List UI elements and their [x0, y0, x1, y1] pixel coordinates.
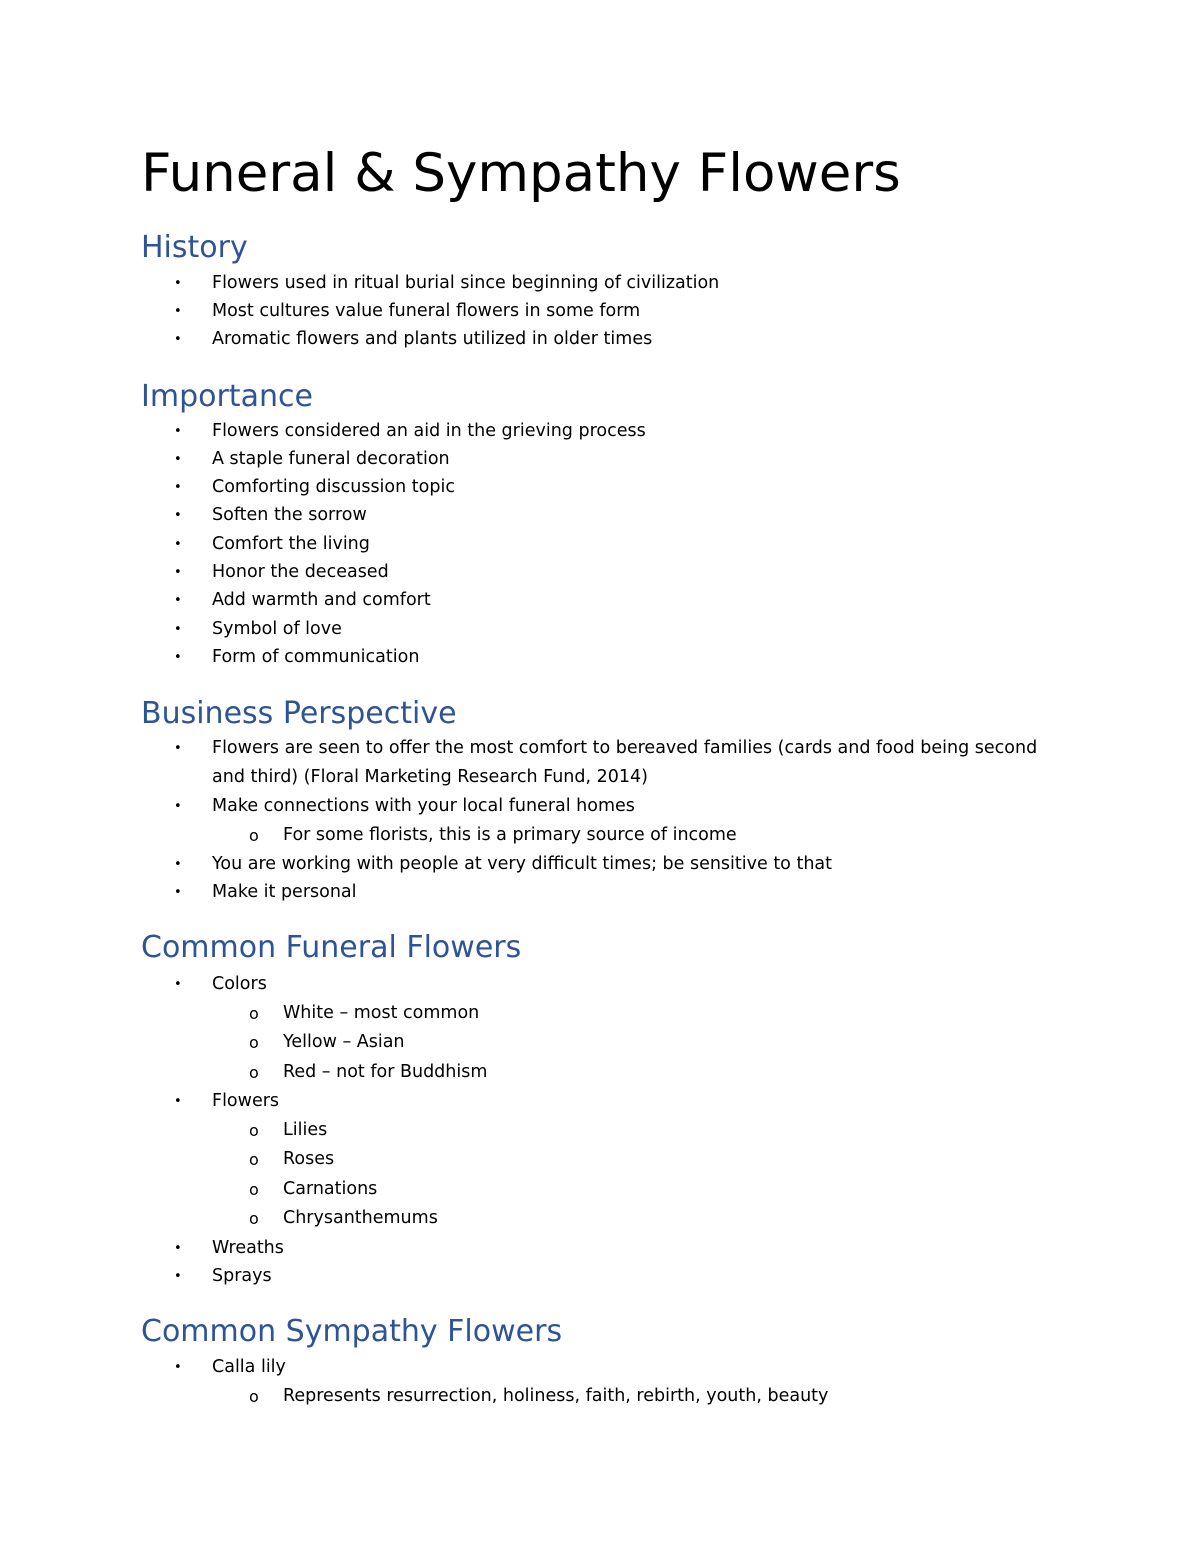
list-item — [174, 615, 342, 644]
bullet-icon: • — [174, 650, 182, 665]
bullet-icon: • — [174, 977, 182, 992]
list-item — [174, 445, 450, 474]
bullet-icon: • — [174, 1360, 182, 1375]
list-item-text: Flowers — [212, 1091, 280, 1111]
list-item-text: For some florists, this is a primary source of income — [283, 825, 737, 845]
bullet-icon: • — [174, 565, 182, 580]
sub-bullet-icon: o — [249, 1063, 259, 1082]
sub-list-item — [249, 821, 737, 850]
list-item — [174, 501, 367, 530]
list-item — [174, 297, 641, 326]
bullet-icon: • — [174, 480, 182, 495]
bullet-icon: • — [174, 537, 182, 552]
bullet-icon: • — [174, 276, 182, 291]
sub-list-item — [249, 999, 480, 1028]
sub-bullet-icon: o — [249, 1387, 259, 1406]
bullet-icon: • — [174, 1241, 182, 1256]
sub-list-item — [249, 1204, 438, 1233]
list-item — [174, 1234, 284, 1263]
list-item-text: Make it personal — [212, 882, 357, 902]
bullet-icon: • — [174, 508, 182, 523]
list-item — [174, 586, 431, 615]
bullet-icon: • — [174, 622, 182, 637]
list-item — [174, 558, 389, 587]
bullet-icon: • — [174, 304, 182, 319]
list-item — [174, 1087, 280, 1116]
list-item-text: Aromatic flowers and plants utilized in older times — [212, 329, 653, 349]
list-item-text: Flowers used in ritual burial since beginning of civilization — [212, 273, 720, 293]
sub-list-item — [249, 1382, 829, 1411]
list-item — [174, 325, 653, 354]
list-item-text: Lilies — [283, 1120, 328, 1140]
sub-bullet-icon: o — [249, 826, 259, 845]
list-item — [174, 417, 646, 446]
section-heading-common-funeral-flowers: Common Funeral Flowers — [141, 930, 522, 965]
list-item-text: Comforting discussion topic — [212, 477, 455, 497]
sub-bullet-icon: o — [249, 1033, 259, 1052]
bullet-icon: • — [174, 857, 182, 872]
list-item-text: Flowers are seen to offer the most comfort to bereaved families (cards and food being second — [212, 738, 1038, 758]
list-item-text: Roses — [283, 1149, 335, 1169]
sub-bullet-icon: o — [249, 1004, 259, 1023]
list-item-text: Most cultures value funeral flowers in some form — [212, 301, 641, 321]
list-item-text: White – most common — [283, 1003, 480, 1023]
list-item-text: Calla lily — [212, 1357, 286, 1377]
bullet-icon: • — [174, 799, 182, 814]
list-item — [174, 269, 720, 298]
list-item-text: Yellow – Asian — [283, 1032, 405, 1052]
list-item-text: Wreaths — [212, 1238, 284, 1258]
list-item-text: Represents resurrection, holiness, faith, rebirth, youth, beauty — [283, 1386, 829, 1406]
list-item — [174, 530, 370, 559]
list-item-text: Soften the sorrow — [212, 505, 367, 525]
list-item-text: Colors — [212, 974, 267, 994]
list-item-text: Red – not for Buddhism — [283, 1062, 488, 1082]
list-item — [174, 1262, 272, 1291]
bullet-icon: • — [174, 741, 182, 756]
list-item — [174, 1353, 286, 1382]
bullet-icon: • — [174, 332, 182, 347]
list-item-text: A staple funeral decoration — [212, 449, 450, 469]
bullet-icon: • — [174, 452, 182, 467]
section-heading-history: History — [141, 230, 248, 265]
list-item-text: Add warmth and comfort — [212, 590, 431, 610]
document-title: Funeral & Sympathy Flowers — [141, 143, 901, 204]
sub-bullet-icon: o — [249, 1121, 259, 1140]
list-item-text: and third) (Floral Marketing Research Fund, 2014) — [212, 767, 648, 787]
bullet-icon: • — [174, 1094, 182, 1109]
bullet-icon: • — [174, 885, 182, 900]
list-item — [174, 734, 1038, 763]
list-item — [174, 850, 832, 879]
sub-list-item — [249, 1145, 335, 1174]
sub-list-item — [249, 1175, 378, 1204]
list-item-text: Flowers considered an aid in the grieving process — [212, 421, 646, 441]
sub-bullet-icon: o — [249, 1150, 259, 1169]
section-heading-importance: Importance — [141, 379, 313, 414]
sub-bullet-icon: o — [249, 1180, 259, 1199]
sub-list-item — [249, 1028, 405, 1057]
list-item-text: Sprays — [212, 1266, 272, 1286]
list-item — [174, 792, 635, 821]
list-item — [174, 970, 267, 999]
list-item-text: Carnations — [283, 1179, 378, 1199]
list-item-text: Symbol of love — [212, 619, 342, 639]
sub-bullet-icon: o — [249, 1209, 259, 1228]
bullet-icon: • — [174, 593, 182, 608]
list-item-text: Chrysanthemums — [283, 1208, 438, 1228]
list-item-continuation — [212, 763, 648, 792]
list-item — [174, 643, 420, 672]
section-heading-common-sympathy-flowers: Common Sympathy Flowers — [141, 1314, 563, 1349]
section-heading-business-perspective: Business Perspective — [141, 696, 457, 731]
list-item-text: Comfort the living — [212, 534, 370, 554]
bullet-icon: • — [174, 1269, 182, 1284]
sub-list-item — [249, 1116, 328, 1145]
list-item — [174, 473, 455, 502]
sub-list-item — [249, 1058, 488, 1087]
list-item-text: Form of communication — [212, 647, 420, 667]
list-item — [174, 878, 357, 907]
bullet-icon: • — [174, 424, 182, 439]
list-item-text: You are working with people at very difficult times; be sensitive to that — [212, 854, 832, 874]
list-item-text: Make connections with your local funeral homes — [212, 796, 635, 816]
list-item-text: Honor the deceased — [212, 562, 389, 582]
